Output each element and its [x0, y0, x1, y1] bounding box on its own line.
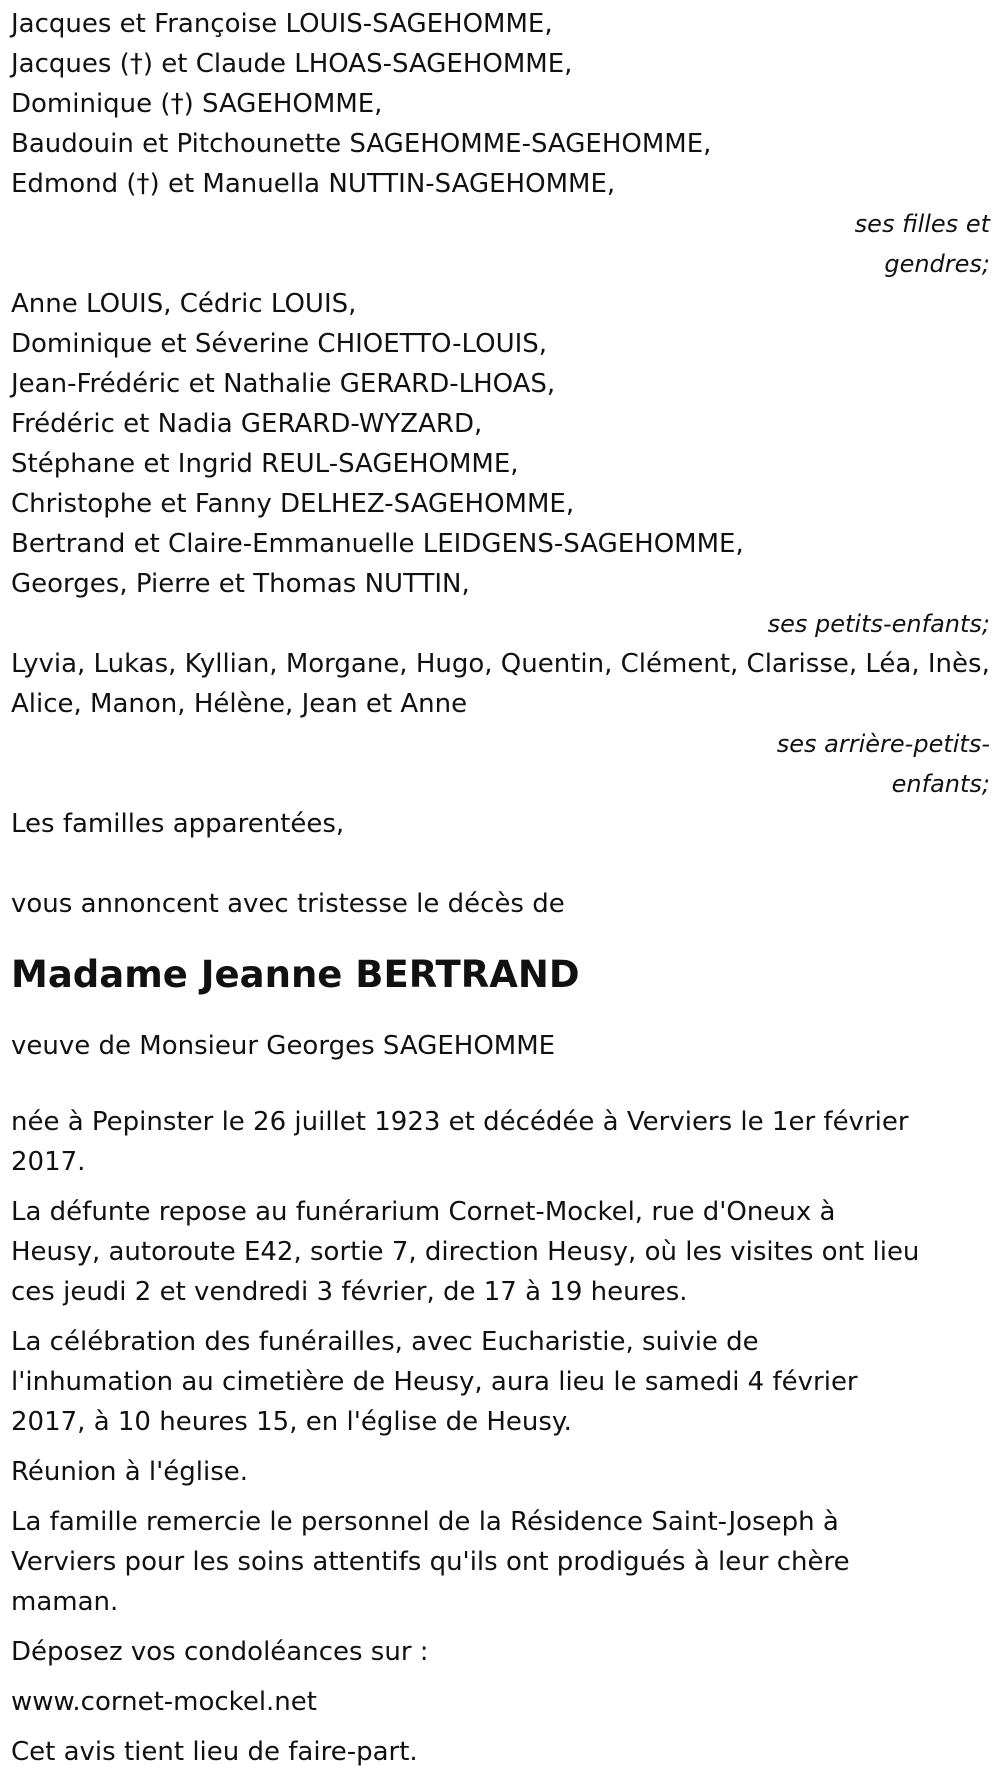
visitation-paragraph: La défunte repose au funérarium Cornet-Mockel, rue d'Oneux à Heusy, autoroute E42, sortie 7, direction Heusy, où les visites ont lieu ces jeudi 2 et vendredi 3 février, de 17 à 19 heures.: [11, 1197, 920, 1307]
family-line: Jacques (†) et Claude LHOAS-SAGEHOMME,: [11, 49, 573, 79]
role-label: ses arrière-petits-: [776, 730, 990, 758]
role-grandchildren: ses petits-enfants;: [767, 610, 990, 638]
family-line: Lyvia, Lukas, Kyllian, Morgane, Hugo, Quentin, Clément, Clarisse, Léa, Inès,: [11, 649, 990, 679]
family-line: Jean-Frédéric et Nathalie GERARD-LHOAS,: [11, 369, 556, 399]
website-link[interactable]: www.cornet-mockel.net: [11, 1687, 317, 1717]
family-line: Dominique et Séverine CHIOETTO-LOUIS,: [11, 329, 548, 359]
closing-paragraph: Cet avis tient lieu de faire-part.: [11, 1737, 418, 1767]
announcement: vous annoncent avec tristesse le décès de: [11, 889, 565, 919]
family-line: Baudouin et Pitchounette SAGEHOMME-SAGEHOMME,: [11, 129, 712, 159]
family-line: Christophe et Fanny DELHEZ-SAGEHOMME,: [11, 489, 575, 519]
role-label: ses filles et: [854, 210, 990, 238]
related-families: Les familles apparentées,: [11, 809, 345, 839]
family-line: Stéphane et Ingrid REUL-SAGEHOMME,: [11, 449, 519, 479]
condolences-paragraph: Déposez vos condoléances sur :: [11, 1637, 429, 1667]
family-line: Edmond (†) et Manuella NUTTIN-SAGEHOMME,: [11, 169, 616, 199]
birth-death-paragraph: née à Pepinster le 26 juillet 1923 et décédée à Verviers le 1er février 2017.: [11, 1107, 909, 1177]
family-line: Dominique (†) SAGEHOMME,: [11, 89, 383, 119]
grandchildren-list: [11, 284, 991, 604]
thanks-paragraph: La famille remercie le personnel de la Résidence Saint-Joseph à Verviers pour les soins attentifs qu'ils ont prodigués à leur chère maman.: [11, 1507, 850, 1617]
family-line: Jacques et Françoise LOUIS-SAGEHOMME,: [11, 9, 553, 39]
role-great-grandchildren: [11, 724, 991, 804]
role-daughters: [11, 204, 991, 284]
great-grandchildren-list: [11, 644, 991, 724]
family-line: Alice, Manon, Hélène, Jean et Anne: [11, 689, 468, 719]
funeral-paragraph: La célébration des funérailles, avec Eucharistie, suivie de l'inhumation au cimetière de Heusy, aura lieu le samedi 4 février 2017, à 10 heures 15, en l'église de Heusy.: [11, 1327, 858, 1437]
role-label: gendres;: [884, 250, 990, 278]
meeting-paragraph: Réunion à l'église.: [11, 1457, 249, 1487]
family-line: Georges, Pierre et Thomas NUTTIN,: [11, 569, 470, 599]
widow-of: veuve de Monsieur Georges SAGEHOMME: [11, 1031, 556, 1061]
role-label: enfants;: [891, 770, 990, 798]
obituary-notice: [11, 4, 991, 1772]
deceased-name: Madame Jeanne BERTRAND: [11, 953, 580, 996]
family-line: Anne LOUIS, Cédric LOUIS,: [11, 289, 357, 319]
details: [11, 1102, 926, 1772]
family-line: Bertrand et Claire-Emmanuelle LEIDGENS-SAGEHOMME,: [11, 529, 744, 559]
daughters-list: [11, 4, 991, 204]
family-line: Frédéric et Nadia GERARD-WYZARD,: [11, 409, 483, 439]
